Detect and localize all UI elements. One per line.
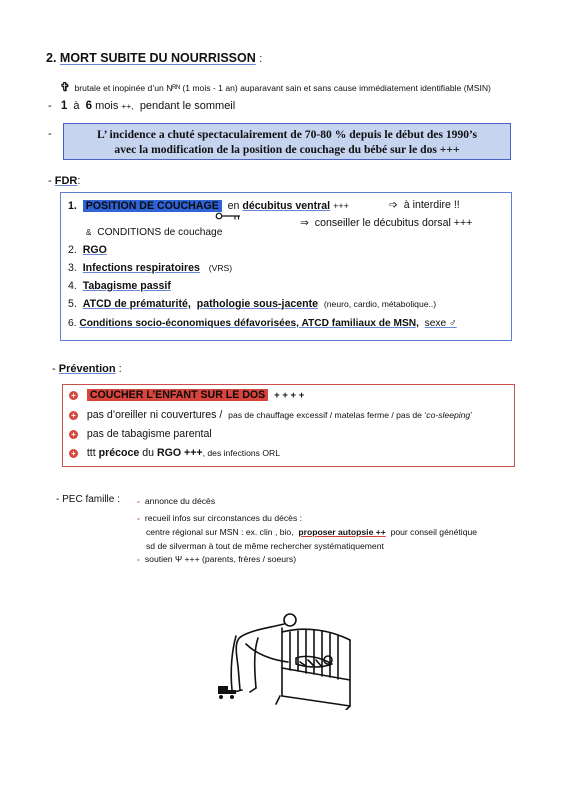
fdr-item-2-num: 2.: [68, 244, 77, 256]
pec-item-3: [137, 553, 296, 566]
fdr-item-5: [68, 298, 436, 310]
fdr-item-6-text: Conditions socio-économiques défavorisées, ATCD familiaux de MSN,: [79, 318, 419, 329]
prevention-item-4-pre: ttt: [86, 447, 96, 459]
plus-bullet-icon: +: [69, 391, 78, 400]
age-to: 6: [85, 100, 93, 112]
prevention-item-2: [69, 409, 472, 421]
fdr-item-5-num: 5.: [68, 298, 77, 310]
age-from: 1: [60, 100, 68, 112]
fdr-item-6-sexe: sexe ♂: [424, 318, 457, 329]
prevention-item-1-plus: + + + +: [274, 390, 305, 401]
prevention-item-3: [69, 428, 212, 440]
prevention-item-2-end: ’: [470, 410, 473, 420]
definition-line: [60, 80, 491, 94]
prevention-item-2-italic: co-sleeping: [426, 410, 471, 420]
prevention-item-2-text: pas d’oreiller ni couvertures /: [86, 409, 223, 421]
pec-dash: -: [137, 496, 140, 506]
fdr-item-2-text: RGO: [82, 244, 107, 256]
fdr-item-5-text-1: ATCD de prématurité,: [82, 298, 191, 310]
conditions-text: CONDITIONS de couchage: [97, 227, 223, 238]
prevention-dash: -: [52, 363, 56, 375]
fdr-item-3-num: 3.: [68, 262, 77, 274]
plus-bullet-icon: +: [69, 411, 78, 420]
incidence-line-2: avec la modification de la position de couchage du bébé sur le dos +++: [114, 143, 460, 156]
prevention-item-4: [69, 447, 280, 459]
ampersand: &: [86, 228, 92, 237]
pec-item-1-text: annonce du décès: [144, 496, 216, 506]
crib-illustration: [210, 610, 360, 710]
age-line: [48, 100, 235, 112]
pec-item-1: [137, 495, 215, 508]
fdr-item-1-decubitus: décubitus ventral: [242, 200, 331, 212]
age-sep: à: [73, 100, 80, 112]
fdr-item-4: [68, 280, 171, 292]
fdr-item-5-note: (neuro, cardio, métabolique..): [323, 299, 437, 309]
pec-dash: -: [137, 513, 140, 523]
fdr-dash: -: [48, 175, 52, 187]
prevention-label: Prévention: [58, 363, 116, 375]
pec-item-2-detail-a: centre régional sur MSN : ex. clin , bio,: [146, 527, 294, 537]
fdr-item-1-conseiller: [300, 217, 472, 229]
implies-icon: ⇒: [300, 217, 309, 229]
arrow-right-icon: ➩: [389, 199, 398, 211]
fdr-heading: [48, 175, 80, 187]
age-rest: pendant le sommeil: [139, 100, 236, 112]
age-dash: -: [48, 100, 52, 112]
prevention-item-4-rest: , des infections ORL: [202, 448, 281, 458]
prevention-colon: :: [118, 363, 122, 375]
prevention-item-4-du: du: [142, 447, 155, 459]
death-cross-icon: ✞: [60, 80, 71, 94]
fdr-item-1-plus: +++: [333, 201, 349, 211]
plus-bullet-icon: +: [69, 430, 78, 439]
fdr-item-5-text-2: pathologie sous-jacente: [196, 298, 319, 310]
definition-text: brutale et inopinée d’un Nᴿᴺ (1 mois - 1 an) auparavant sain et sans cause immédiatement identifiable (MSIN): [74, 83, 491, 93]
fdr-item-3-text: Infections respiratoires: [82, 262, 200, 274]
fdr-item-1-num: 1.: [68, 200, 77, 212]
fdr-item-1-highlight: POSITION DE COUCHAGE: [83, 200, 222, 212]
age-unit: mois: [95, 100, 119, 112]
section-number: 2.: [46, 51, 57, 65]
title-colon: :: [259, 53, 263, 65]
prevention-heading: [52, 363, 122, 375]
fdr-colon: :: [77, 175, 81, 187]
pec-item-2-text: recueil infos sur circonstances du décès :: [144, 513, 303, 523]
prevention-item-2-note: pas de chauffage excessif / matelas ferme / pas de ‘: [228, 410, 427, 420]
pec-label: - PEC famille :: [56, 494, 120, 505]
fdr-item-1-conditions: [86, 226, 222, 238]
fdr-item-4-text: Tabagisme passif: [82, 280, 171, 292]
key-icon: [215, 212, 241, 220]
age-plus: ++,: [121, 101, 134, 111]
fdr-item-6-num: 6.: [68, 318, 77, 329]
prevention-item-3-text: pas de tabagisme parental: [86, 428, 212, 440]
prevention-item-4-bold-1: précoce: [98, 447, 140, 459]
pec-item-3-text: soutien Ψ +++ (parents, frères / soeurs): [144, 554, 297, 564]
incidence-box: [63, 123, 511, 160]
pec-item-2-silverman: [146, 540, 384, 553]
fdr-item-3-note: (VRS): [208, 263, 233, 273]
prevention-item-4-bold-2: RGO +++: [156, 447, 203, 459]
plus-bullet-icon: +: [69, 449, 78, 458]
pec-item-2: [137, 512, 302, 525]
fdr-label: FDR: [54, 175, 78, 187]
fdr-item-4-num: 4.: [68, 280, 77, 292]
pec-item-2-detail: [146, 526, 477, 539]
incidence-line-1: L’ incidence a chuté spectaculairement de 70-80 % depuis le début des 1990’s: [96, 128, 477, 141]
interdire-text: à interdire !!: [403, 199, 460, 211]
fdr-item-6: [68, 318, 457, 329]
pec-item-2-detail-b: proposer autopsie ++: [298, 527, 386, 537]
section-title: [46, 51, 262, 65]
fdr-item-1-en: en: [227, 200, 240, 212]
prevention-item-1-highlight: COUCHER L’ENFANT SUR LE DOS: [87, 389, 268, 401]
fdr-item-1-interdire: [389, 199, 460, 211]
fdr-item-3: [68, 262, 232, 274]
pec-item-2-detail-c: pour conseil génétique: [390, 527, 478, 537]
conseiller-text: conseiller le décubitus dorsal +++: [314, 217, 473, 229]
pec-dash: -: [137, 554, 140, 564]
prevention-item-1: [69, 389, 304, 401]
fdr-item-2: [68, 244, 107, 256]
incidence-dash: -: [48, 128, 52, 140]
fdr-item-1: [68, 200, 349, 212]
section-title-text: MORT SUBITE DU NOURRISSON: [59, 51, 256, 65]
pec-item-2-silverman-text: sd de silverman à tout de même rechercher systématiquement: [146, 541, 384, 551]
